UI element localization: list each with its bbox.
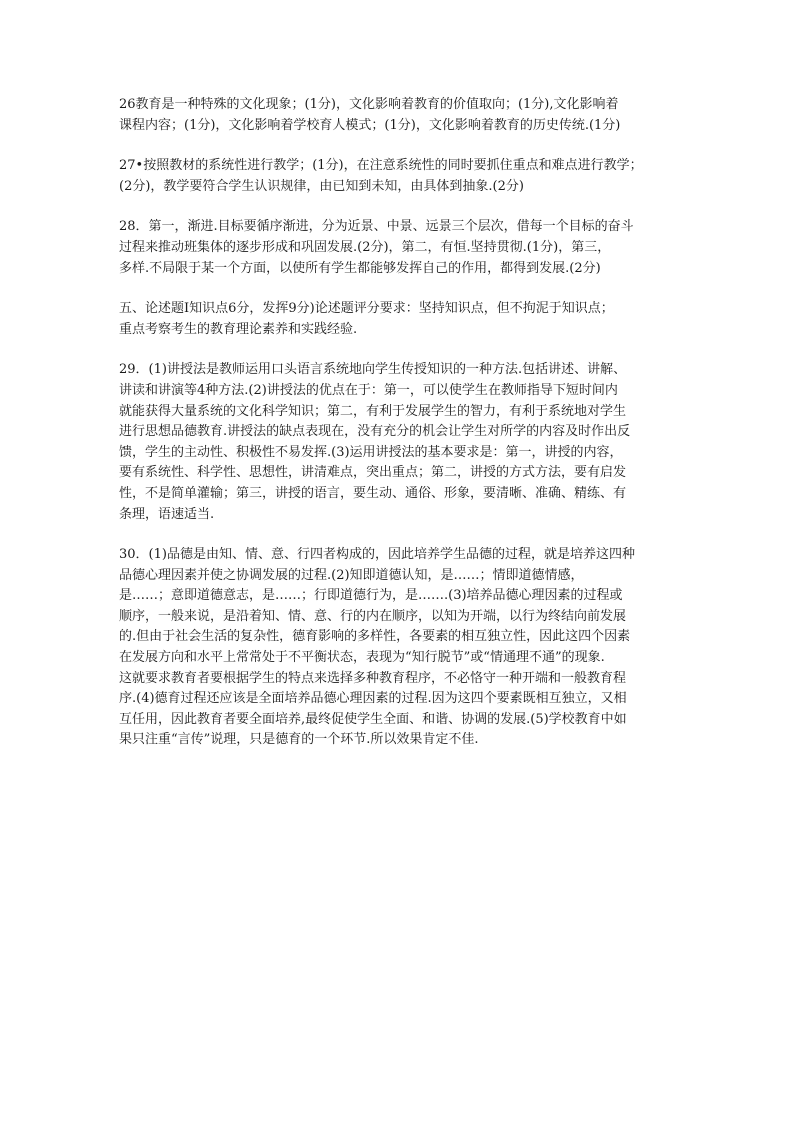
text-line: 序.(4)德育过程还应该是全面培养品德心理因素的过程.因为这四个要素既相互独立，又相: [119, 691, 627, 707]
answer-28: [119, 217, 683, 279]
text-line: 果只注重“言传”说理，只是德育的一个环节.所以效果肯定不佳.: [119, 732, 479, 748]
text-line: 重点考察考生的教育理论素养和实践经验.: [119, 321, 358, 337]
text-line: 讲读和讲演等4种方法.(2)讲授法的优点在于：第一，可以使学生在教师指导下短时间内: [119, 382, 618, 398]
text-line: 课程内容；(1分)，文化影响着学校育人模式；(1分)，文化影响着教育的历史传统.(1分): [119, 117, 621, 133]
text-line: 30．(1)品德是由知、情、意、行四者构成的，因此培养学生品德的过程，就是培养这四种: [119, 547, 635, 563]
answer-26: [119, 95, 683, 136]
text-line: 29．(1)讲授法是教师运用口头语言系统地向学生传授知识的一种方法.包括讲述、讲解、: [119, 362, 627, 378]
text-line: 在发展方向和水平上常常处于不平衡状态，表现为“知行脱节”或“情通理不通”的现象.: [119, 650, 605, 666]
text-line: 28．第一，渐进.目标要循序渐进，分为近景、中景、远景三个层次，借每一个目标的奋斗: [119, 219, 634, 235]
answer-27: [119, 156, 683, 197]
text-line: 馈，学生的主动性、积极性不易发挥.(3)运用讲授法的基本要求是：第一，讲授的内容，: [119, 444, 623, 460]
text-line: 过程来推动班集体的逐步形成和巩固发展.(2分)，第二，有恒.坚持贯彻.(1分)，第三，: [119, 239, 611, 255]
answer-29: [119, 360, 683, 525]
text-line: 的.但由于社会生活的复杂性，德育影响的多样性，各要素的相互独立性，因此这四个因素: [119, 629, 631, 645]
section-5-heading: [119, 299, 683, 340]
text-line: 就能获得大量系统的文化科学知识；第二，有利于发展学生的智力，有利于系统地对学生: [119, 403, 627, 419]
answer-30: [119, 545, 683, 751]
text-line: (2分)，教学要符合学生认识规律，由已知到未知，由具体到抽象.(2分): [119, 178, 524, 194]
text-line: 这就要求教育者要根据学生的特点来选择多种教育程序，不必恪守一种开端和一般教育程: [119, 670, 627, 686]
text-line: 26教育是一种特殊的文化现象；(1分)，文化影响着教育的价值取向；(1分),文化影响着: [119, 97, 619, 112]
text-line: 是……；意即道德意志，是……；行即道德行为，是…….(3)培养品德心理因素的过程或: [119, 588, 623, 604]
text-line: 互任用，因此教育者要全面培养,最终促使学生全面、和谐、协调的发展.(5)学校教育中如: [119, 711, 627, 727]
document-body: [119, 95, 683, 771]
text-line: 27•按照教材的系统性进行教学；(1分)，在注意系统性的同时要抓住重点和难点进行教学；: [119, 158, 643, 174]
text-line: 进行思想品德教育.讲授法的缺点表现在，没有充分的机会让学生对所学的内容及时作出反: [119, 424, 631, 440]
text-line: 要有系统性、科学性、思想性，讲清难点，突出重点；第二，讲授的方式方法，要有启发: [119, 465, 627, 481]
text-line: 品德心理因素并使之协调发展的过程.(2)知即道德认知，是……；情即道德情感，: [119, 567, 584, 583]
text-line: 性，不是简单灌输；第三，讲授的语言，要生动、通俗、形象，要清晰、准确、精练、有: [119, 485, 627, 501]
text-line: 顺序，一般来说，是沿着知、情、意、行的内在顺序，以知为开端，以行为终结向前发展: [119, 608, 627, 624]
text-line: 条理，语速适当.: [119, 506, 215, 522]
text-line: 多样.不局限于某一个方面，以使所有学生都能够发挥自己的作用，都得到发展.(2分): [119, 260, 601, 276]
text-line: 五、论述题I知识点6分，发挥9分)论述题评分要求：坚持知识点，但不拘泥于知识点；: [119, 301, 614, 317]
